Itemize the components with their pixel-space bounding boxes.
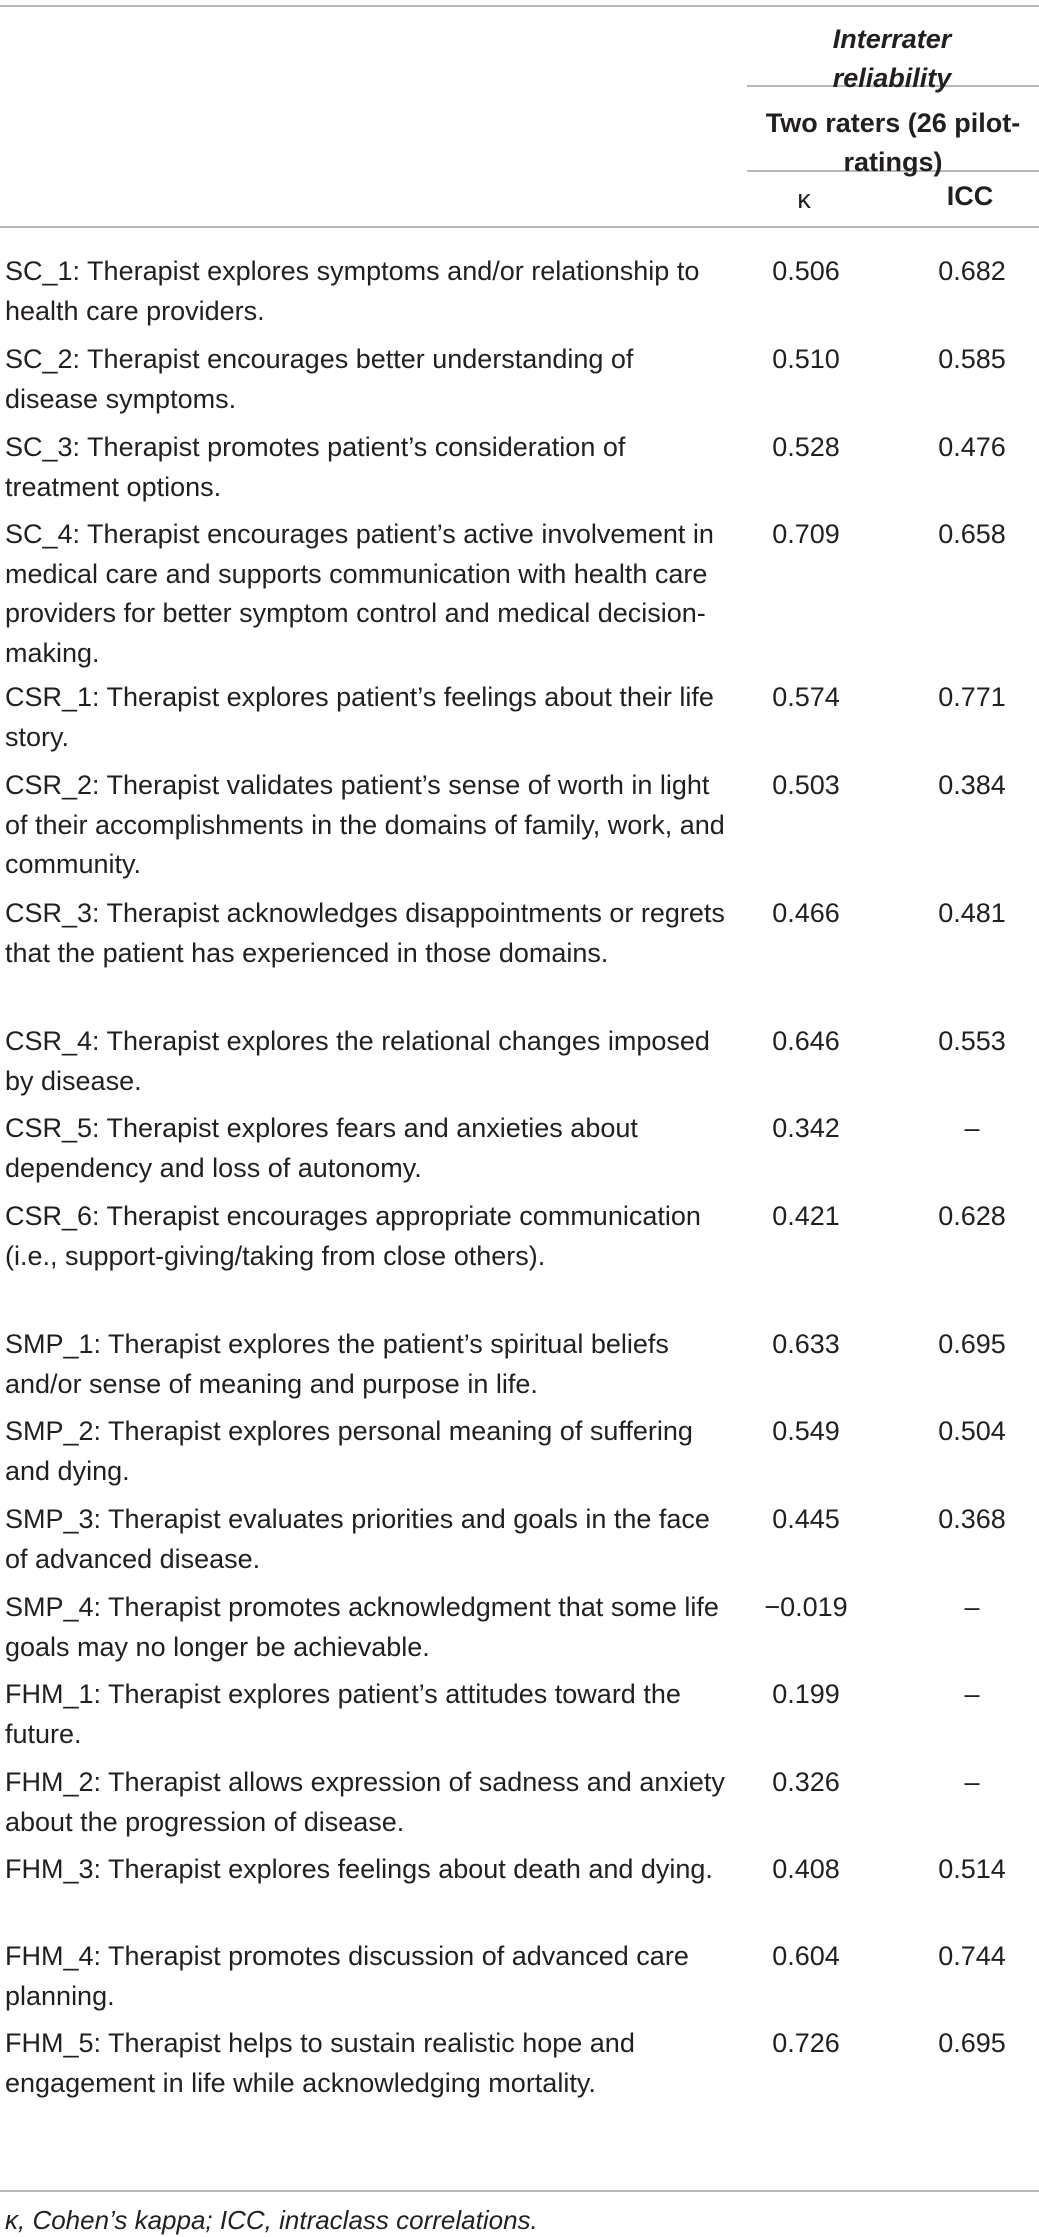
- item-description: SMP_2: Therapist explores personal meaning of suffering and dying.: [5, 1416, 693, 1486]
- icc-value: 0.368: [938, 1504, 1006, 1534]
- kappa-value: 0.326: [772, 1767, 840, 1797]
- kappa-value: 0.646: [772, 1026, 840, 1056]
- table-footnote: κ, Cohen’s kappa; ICC, intraclass correlations.: [5, 2205, 538, 2235]
- icc-value: –: [964, 1679, 980, 1709]
- kappa-value: −0.019: [764, 1592, 848, 1622]
- kappa-value: 0.421: [772, 1201, 840, 1231]
- icc-value: 0.658: [938, 519, 1006, 549]
- item-description: FHM_4: Therapist promotes discussion of advanced care planning.: [5, 1941, 689, 2011]
- table-bottom-rule: [0, 2190, 1039, 2192]
- icc-value: 0.514: [938, 1854, 1006, 1884]
- item-description: CSR_3: Therapist acknowledges disappointments or regrets that the patient has experienced in those domains.: [5, 898, 725, 968]
- item-description: SC_1: Therapist explores symptoms and/or relationship to health care providers.: [5, 256, 700, 326]
- item-description: SMP_1: Therapist explores the patient’s spiritual beliefs and/or sense of meaning and purpose in life.: [5, 1329, 669, 1399]
- item-description: CSR_5: Therapist explores fears and anxieties about dependency and loss of autonomy.: [5, 1113, 638, 1183]
- item-description: FHM_2: Therapist allows expression of sadness and anxiety about the progression of disease.: [5, 1767, 725, 1837]
- item-description: FHM_1: Therapist explores patient’s attitudes toward the future.: [5, 1679, 681, 1749]
- icc-value: –: [964, 1767, 980, 1797]
- icc-value: 0.553: [938, 1026, 1006, 1056]
- kappa-column-header: κ: [797, 184, 811, 214]
- icc-value: 0.682: [938, 256, 1006, 286]
- icc-value: 0.384: [938, 770, 1006, 800]
- item-description: CSR_4: Therapist explores the relational changes imposed by disease.: [5, 1026, 710, 1096]
- top-rule: [0, 5, 1039, 7]
- item-description: CSR_2: Therapist validates patient’s sense of worth in light of their accomplishments in the domains of family, work, and community.: [5, 770, 725, 879]
- icc-value: –: [964, 1113, 980, 1143]
- header-bottom-rule: [0, 226, 1039, 228]
- item-description: SC_4: Therapist encourages patient’s active involvement in medical care and supports communication with health care providers for better symptom control and medical decision-making.: [5, 519, 714, 668]
- kappa-value: 0.503: [772, 770, 840, 800]
- icc-value: 0.695: [938, 2028, 1006, 2058]
- column-subgroup-header: Two raters (26 pilot-ratings): [765, 108, 1021, 177]
- kappa-value: 0.445: [772, 1504, 840, 1534]
- icc-value: –: [964, 1592, 980, 1622]
- kappa-value: 0.604: [772, 1941, 840, 1971]
- kappa-value: 0.466: [772, 898, 840, 928]
- icc-value: 0.476: [938, 432, 1006, 462]
- kappa-value: 0.709: [772, 519, 840, 549]
- kappa-value: 0.528: [772, 432, 840, 462]
- item-description: SMP_3: Therapist evaluates priorities and goals in the face of advanced disease.: [5, 1504, 710, 1574]
- kappa-value: 0.549: [772, 1416, 840, 1446]
- kappa-value: 0.633: [772, 1329, 840, 1359]
- icc-value: 0.695: [938, 1329, 1006, 1359]
- item-description: SC_2: Therapist encourages better understanding of disease symptoms.: [5, 344, 634, 414]
- icc-value: 0.771: [938, 682, 1006, 712]
- icc-column-header: ICC: [946, 181, 994, 211]
- icc-value: 0.585: [938, 344, 1006, 374]
- item-description: SC_3: Therapist promotes patient’s consideration of treatment options.: [5, 432, 626, 502]
- icc-value: 0.504: [938, 1416, 1006, 1446]
- kappa-value: 0.199: [772, 1679, 840, 1709]
- item-description: FHM_5: Therapist helps to sustain realistic hope and engagement in life while acknowledging mortality.: [5, 2028, 635, 2098]
- kappa-value: 0.506: [772, 256, 840, 286]
- kappa-value: 0.510: [772, 344, 840, 374]
- item-description: FHM_3: Therapist explores feelings about death and dying.: [5, 1854, 713, 1884]
- item-description: CSR_1: Therapist explores patient’s feelings about their life story.: [5, 682, 714, 752]
- kappa-value: 0.408: [772, 1854, 840, 1884]
- kappa-value: 0.342: [772, 1113, 840, 1143]
- kappa-value: 0.574: [772, 682, 840, 712]
- icc-value: 0.744: [938, 1941, 1006, 1971]
- kappa-value: 0.726: [772, 2028, 840, 2058]
- item-description: CSR_6: Therapist encourages appropriate communication (i.e., support-giving/taking from close others).: [5, 1201, 701, 1271]
- column-group-header: Interrater reliability: [832, 24, 952, 93]
- icc-value: 0.481: [938, 898, 1006, 928]
- item-description: SMP_4: Therapist promotes acknowledgment that some life goals may no longer be achievable.: [5, 1592, 719, 1662]
- icc-value: 0.628: [938, 1201, 1006, 1231]
